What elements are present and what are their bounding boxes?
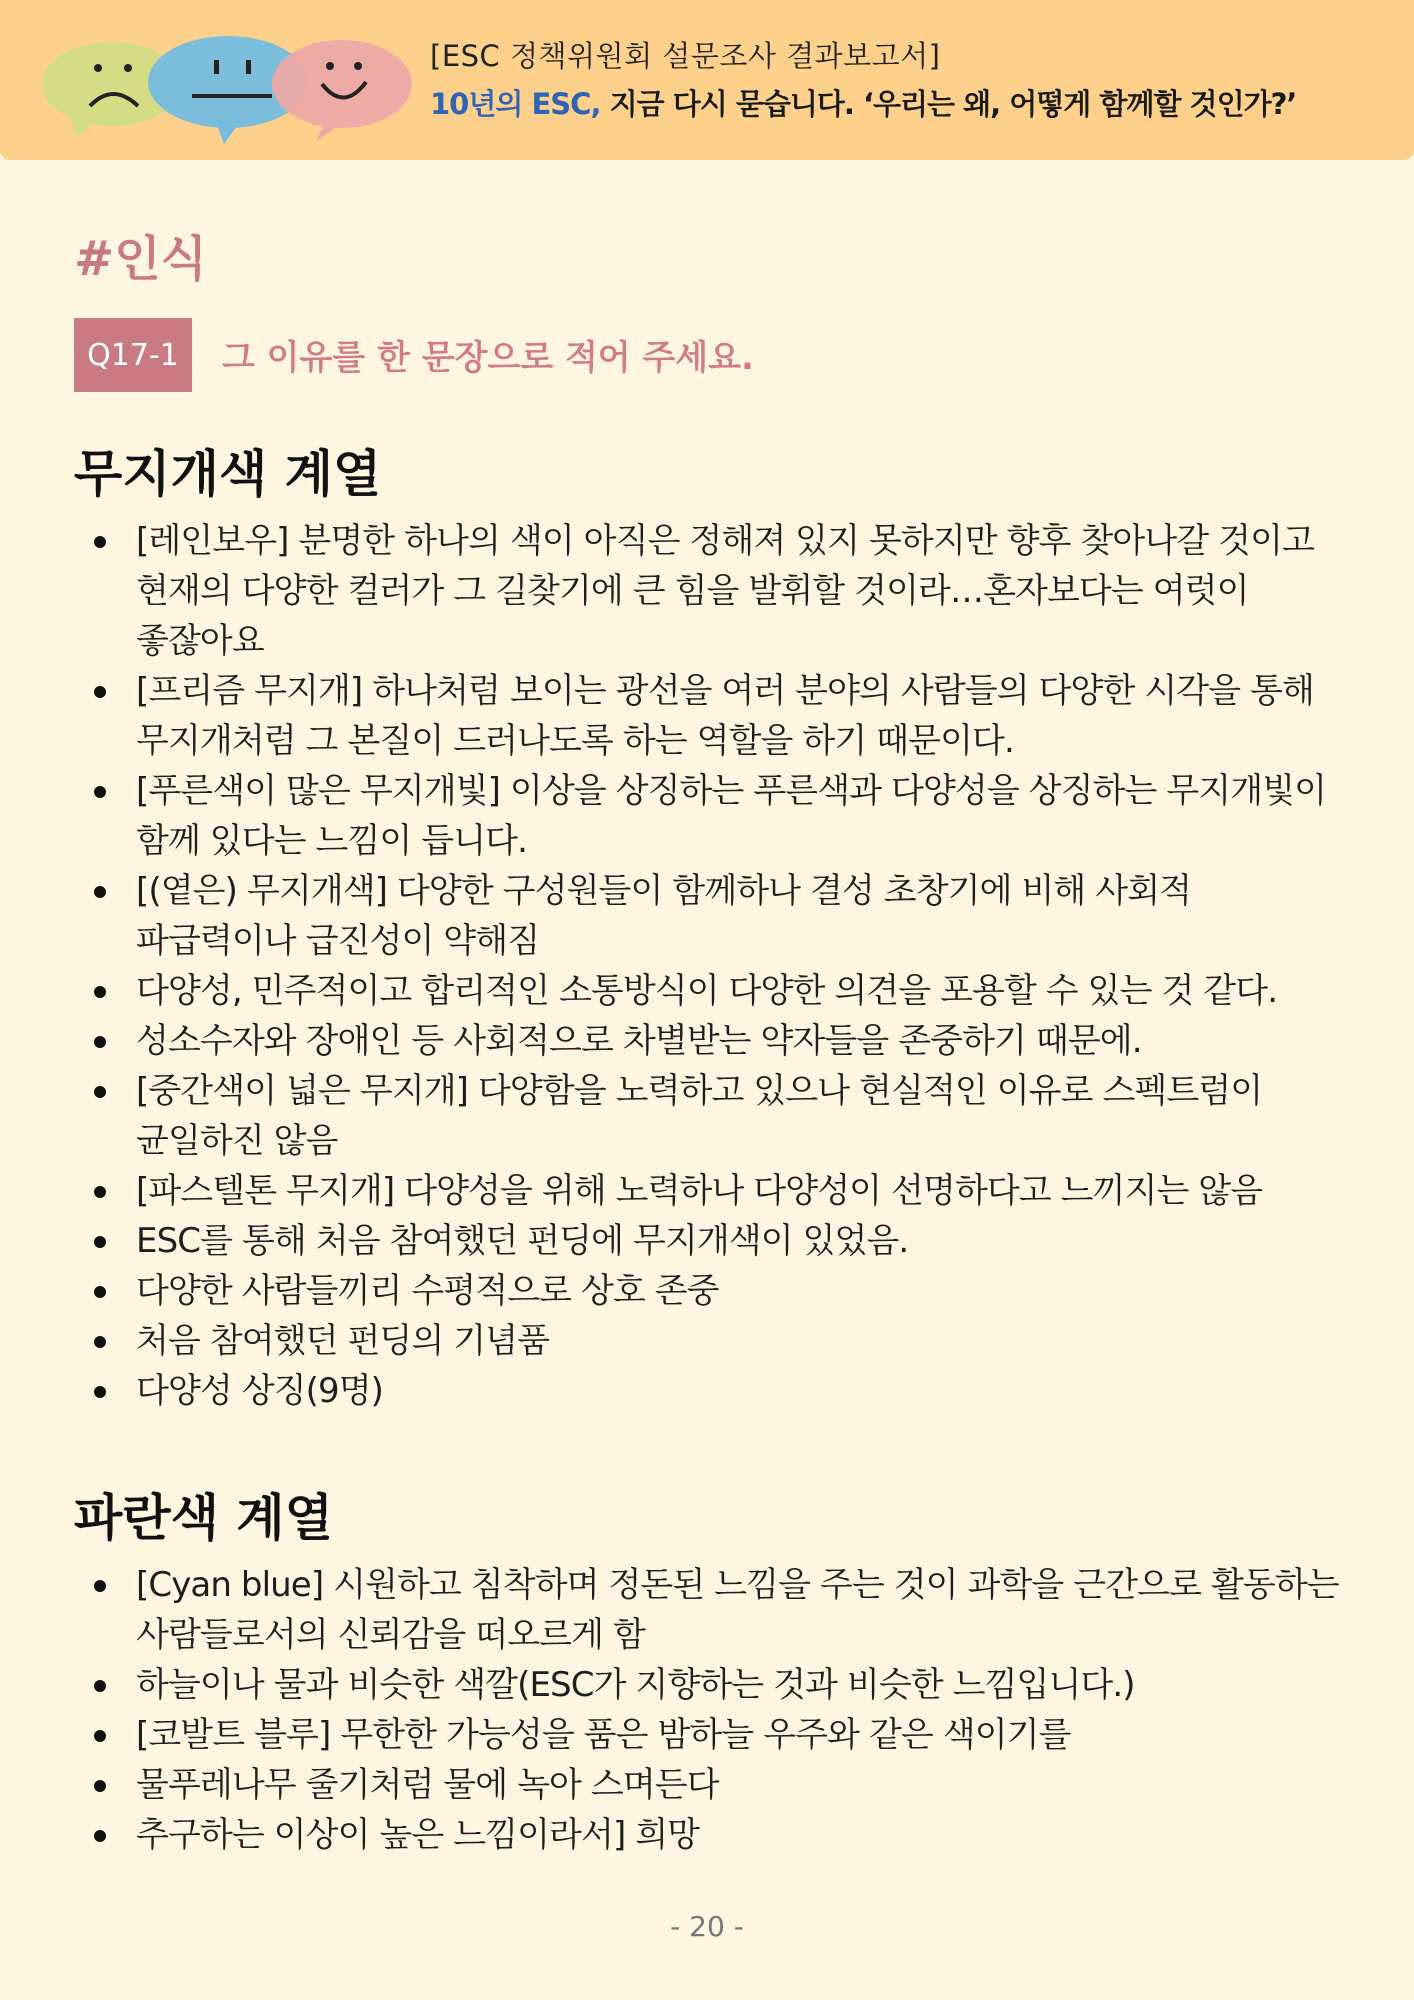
bullet-icon: [94, 686, 106, 698]
answer-list: [74, 1560, 1354, 1860]
list-item: [74, 1266, 1354, 1316]
bullet-icon: [94, 1680, 106, 1692]
emoji-speech-bubbles-logo: [40, 30, 420, 150]
bullet-icon: [94, 1730, 106, 1742]
bullet-icon: [94, 986, 106, 998]
bullet-icon: [94, 886, 106, 898]
bullet-icon: [94, 1086, 106, 1098]
list-item-text: 다양성 상징(9명): [136, 1371, 384, 1411]
answer-groups: [74, 434, 1354, 1860]
list-item-text: [(옅은) 무지개색] 다양한 구성원들이 함께하나 결성 초창기에 비해 사회적 파급력이나 급진성이 약해짐: [136, 871, 1192, 961]
bullet-icon: [94, 1236, 106, 1248]
list-item-text: [프리즘 무지개] 하나처럼 보이는 광선을 여러 분야의 사람들의 다양한 시각을 통해 무지개처럼 그 본질이 드러나도록 하는 역할을 하기 때문이다.: [136, 671, 1314, 761]
question-text: 그 이유를 한 문장으로 적어 주세요.: [222, 338, 754, 378]
list-item: [74, 866, 1354, 966]
list-item: [74, 666, 1354, 766]
list-item-text: 하늘이나 물과 비슷한 색깔(ESC가 지향하는 것과 비슷한 느낌입니다.): [136, 1665, 1135, 1705]
list-item: [74, 1810, 1354, 1860]
list-item: [74, 1066, 1354, 1166]
report-title: [430, 82, 1296, 123]
list-item-text: 다양한 사람들끼리 수평적으로 상호 존중: [136, 1271, 719, 1311]
list-item: [74, 966, 1354, 1016]
happy-face-bubble-icon: [272, 40, 412, 142]
group-title: 파란색 계열: [74, 1489, 333, 1547]
bullet-icon: [94, 1286, 106, 1298]
group-title: 무지개색 계열: [74, 445, 382, 503]
bullet-icon: [94, 1780, 106, 1792]
list-item: [74, 1560, 1354, 1660]
list-item-text: ESC를 통해 처음 참여했던 펀딩에 무지개색이 있었음.: [136, 1221, 909, 1261]
list-item: [74, 1660, 1354, 1710]
group-rainbow: [74, 434, 1354, 1416]
report-subtitle: [ESC 정책위원회 설문조사 결과보고서]: [430, 39, 941, 73]
list-item-text: [푸른색이 많은 무지개빛] 이상을 상징하는 푸른색과 다양성을 상징하는 무지개빛이 함께 있다는 느낌이 듭니다.: [136, 771, 1327, 861]
list-item-text: [중간색이 넓은 무지개] 다양함을 노력하고 있으나 현실적인 이유로 스펙트럼이 균일하진 않음: [136, 1071, 1263, 1161]
answer-list: [74, 516, 1354, 1416]
question-number-badge: Q17-1: [74, 318, 192, 392]
bullet-icon: [94, 1386, 106, 1398]
bullet-icon: [94, 536, 106, 548]
list-item: [74, 1760, 1354, 1810]
group-blue: [74, 1478, 1354, 1860]
bullet-icon: [94, 1336, 106, 1348]
list-item-text: [코발트 블루] 무한한 가능성을 품은 밤하늘 우주와 같은 색이기를: [136, 1715, 1071, 1755]
list-item-text: 물푸레나무 줄기처럼 물에 녹아 스며든다: [136, 1765, 719, 1805]
bullet-icon: [94, 1830, 106, 1842]
report-title-accent: 10년의 ESC,: [430, 87, 601, 121]
bullet-icon: [94, 1036, 106, 1048]
report-title-rest: 지금 다시 묻습니다. ‘우리는 왜, 어떻게 함께할 것인가?’: [600, 87, 1297, 121]
report-header: [0, 0, 1414, 160]
list-item-text: [Cyan blue] 시원하고 침착하며 정돈된 느낌을 주는 것이 과학을 근간으로 활동하는 사람들로서의 신뢰감을 떠오르게 함: [136, 1565, 1339, 1655]
list-item-text: [레인보우] 분명한 하나의 색이 아직은 정해져 있지 못하지만 향후 찾아나갈 것이고 현재의 다양한 컬러가 그 길찾기에 큰 힘을 발휘할 것이라…혼자보다는 여럿이 좋잖아요: [136, 521, 1314, 661]
list-item-text: 처음 참여했던 펀딩의 기념품: [136, 1321, 550, 1361]
list-item: [74, 1166, 1354, 1216]
bullet-icon: [94, 786, 106, 798]
section-tag: #인식: [74, 231, 207, 287]
list-item: [74, 516, 1354, 666]
list-item-text: 성소수자와 장애인 등 사회적으로 차별받는 약자들을 존중하기 때문에.: [136, 1021, 1142, 1061]
list-item-text: [파스텔톤 무지개] 다양성을 위해 노력하나 다양성이 선명하다고 느끼지는 않음: [136, 1171, 1263, 1211]
list-item: [74, 1316, 1354, 1366]
bullet-icon: [94, 1186, 106, 1198]
list-item: [74, 766, 1354, 866]
list-item: [74, 1366, 1354, 1416]
page-number: - 20 -: [670, 1910, 744, 1943]
list-item: [74, 1016, 1354, 1066]
list-item-text: 추구하는 이상이 높은 느낌이라서] 희망: [136, 1815, 700, 1855]
list-item: [74, 1710, 1354, 1760]
list-item: [74, 1216, 1354, 1266]
list-item-text: 다양성, 민주적이고 합리적인 소통방식이 다양한 의견을 포용할 수 있는 것 같다.: [136, 971, 1278, 1011]
bullet-icon: [94, 1580, 106, 1592]
